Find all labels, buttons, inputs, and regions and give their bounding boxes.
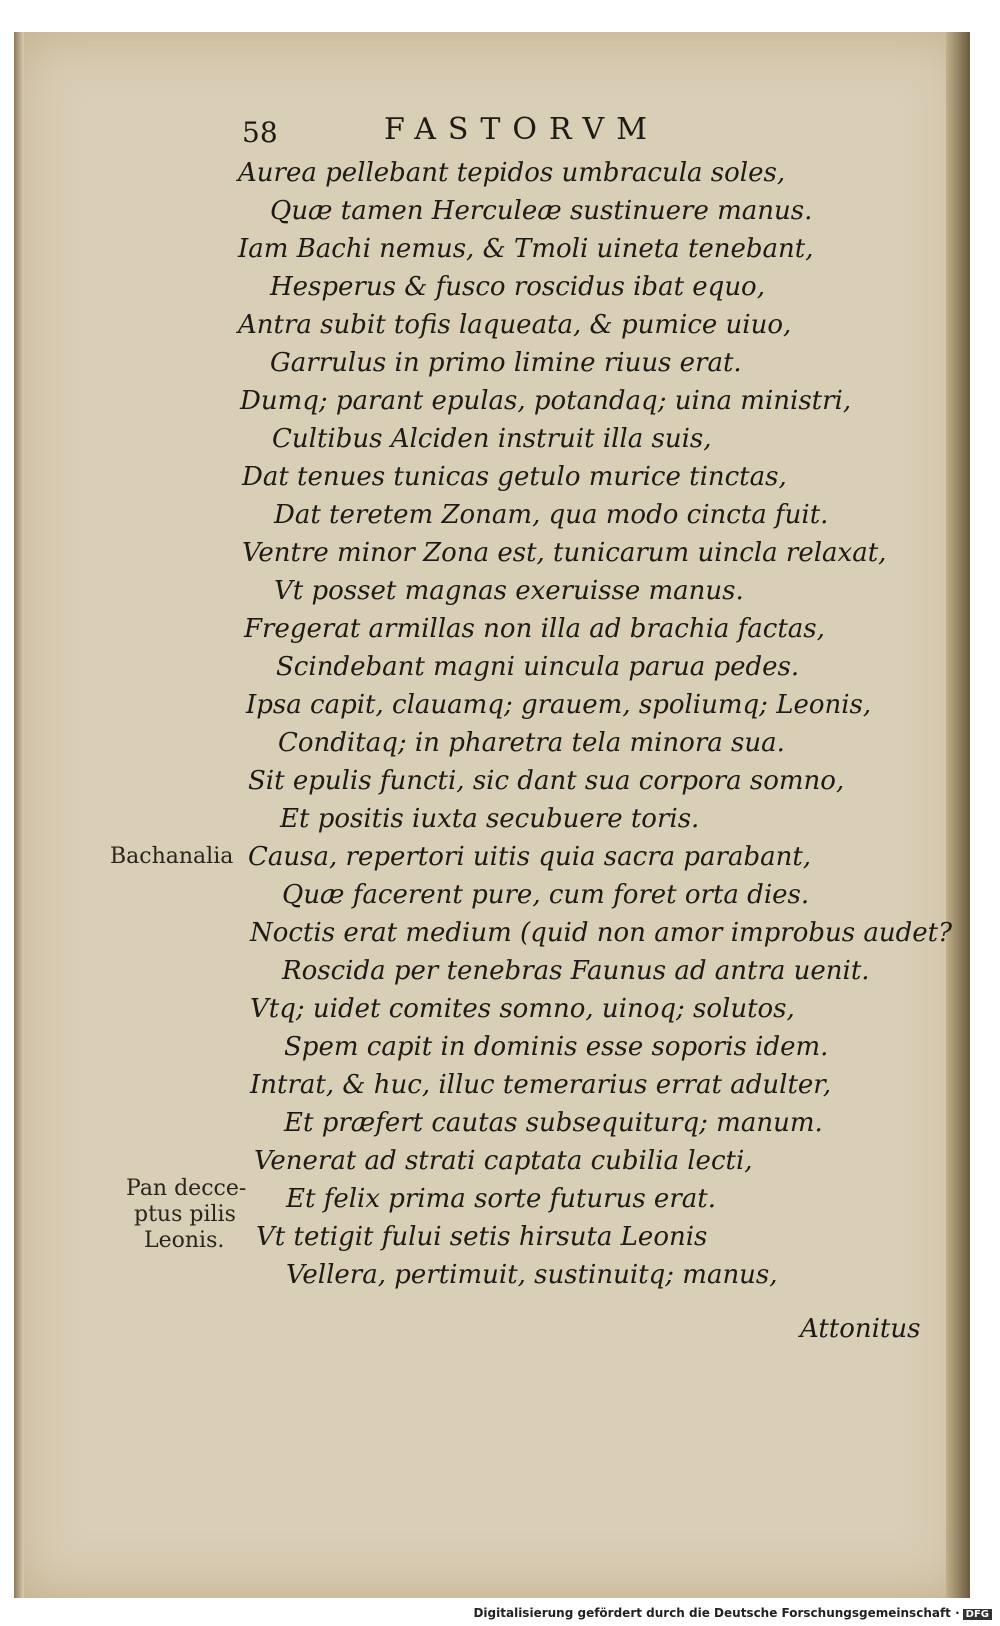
margin-note-pan-line3: Leonis. [144, 1228, 225, 1253]
verse-line: Cultibus Alciden instruit illa suis, [272, 424, 712, 454]
verse-line: Garrulus in primo limine riuus erat. [270, 348, 742, 378]
folio-number: 58 [242, 116, 278, 149]
verse-line: Spem capit in dominis esse soporis idem. [284, 1032, 829, 1062]
verse-line: Ventre minor Zona est, tunicarum uincla relaxat, [242, 538, 887, 568]
margin-note-pan-line2: ptus pilis [134, 1202, 236, 1227]
dfg-logo: DFG [963, 1609, 992, 1620]
verse-line: Quæ facerent pure, cum foret orta dies. [282, 880, 810, 910]
verse-line: Quæ tamen Herculeæ sustinuere manus. [270, 196, 813, 226]
running-head: FASTORVM [384, 112, 659, 147]
verse-line: Vtq; uidet comites somno, uinoq; solutos, [250, 994, 795, 1024]
verse-line: Vellera, pertimuit, sustinuitq; manus, [286, 1260, 778, 1290]
verse-line: Scindebant magni uincula parua pedes. [276, 652, 800, 682]
verse-line: Et præfert cautas subsequiturq; manum. [284, 1108, 823, 1138]
verse-line: Noctis erat medium (quid non amor improbus audet? [250, 918, 953, 948]
verse-line: Intrat, & huc, illuc temerarius errat adulter, [250, 1070, 832, 1100]
verse-list [14, 32, 970, 1598]
verse-line: Venerat ad strati captata cubilia lecti, [254, 1146, 753, 1176]
verse-line: Aurea pellebant tepidos umbracula soles, [238, 158, 786, 188]
digitization-credit [473, 1606, 992, 1620]
verse-line: Et positis iuxta secubuere toris. [280, 804, 700, 834]
verse-line: Antra subit tofis laqueata, & pumice uiuo, [238, 310, 792, 340]
book-page [14, 32, 970, 1598]
verse-line: Dat teretem Zonam, qua modo cincta fuit. [274, 500, 829, 530]
verse-line: Vt tetigit fului setis hirsuta Leonis [256, 1222, 708, 1252]
margin-note-bachanalia: Bachanalia [110, 844, 234, 869]
verse-line: Causa, repertori uitis quia sacra parabant, [248, 842, 812, 872]
verse-line: Fregerat armillas non illa ad brachia factas, [244, 614, 825, 644]
verse-line: Et felix prima sorte futurus erat. [286, 1184, 716, 1214]
credit-text: Digitalisierung gefördert durch die Deutsche Forschungsgemeinschaft · [473, 1606, 960, 1620]
verse-line: Hesperus & fusco roscidus ibat equo, [270, 272, 765, 302]
verse-line: Roscida per tenebras Faunus ad antra uenit. [282, 956, 870, 986]
verse-line: Dumq; parant epulas, potandaq; uina ministri, [240, 386, 852, 416]
catchword: Attonitus [800, 1314, 921, 1344]
verse-line: Iam Bachi nemus, & Tmoli uineta tenebant, [238, 234, 814, 264]
verse-line: Sit epulis functi, sic dant sua corpora somno, [248, 766, 845, 796]
margin-note-pan-line1: Pan decce- [126, 1176, 247, 1201]
verse-line: Dat tenues tunicas getulo murice tinctas, [242, 462, 787, 492]
verse-line: Vt posset magnas exeruisse manus. [274, 576, 744, 606]
verse-line: Ipsa capit, clauamq; grauem, spoliumq; Leonis, [246, 690, 872, 720]
verse-line: Conditaq; in pharetra tela minora sua. [278, 728, 785, 758]
